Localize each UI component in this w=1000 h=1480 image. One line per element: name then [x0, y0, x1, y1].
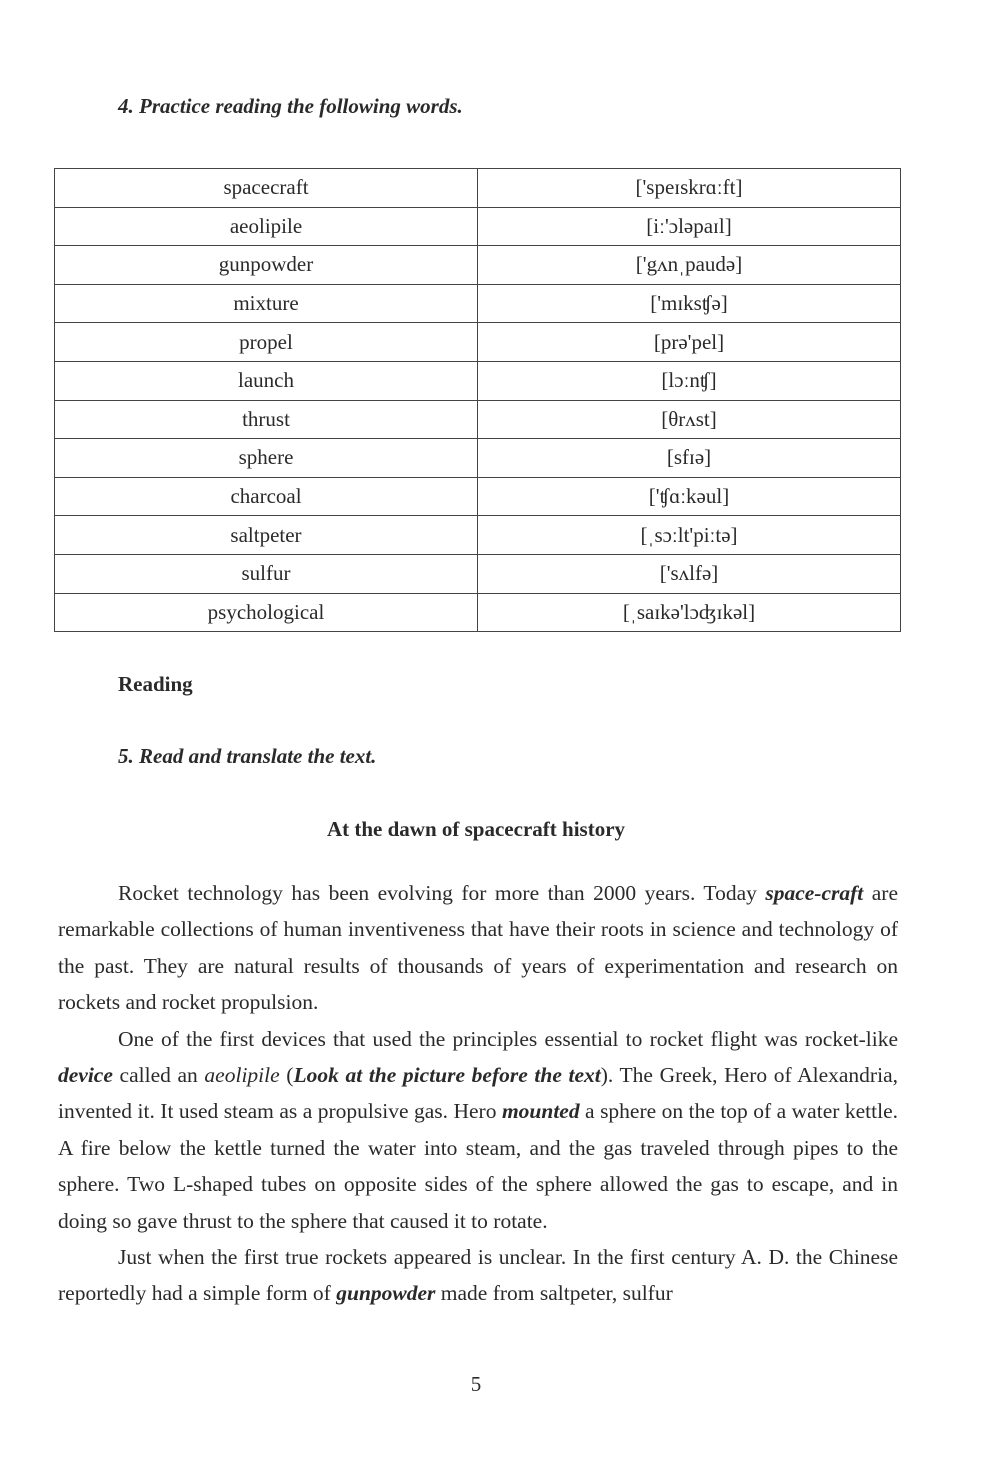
word-cell: sulfur — [55, 554, 478, 593]
table-row — [55, 554, 901, 593]
table-row — [55, 323, 901, 362]
transcription-cell: [ˌsɔːlt'piːtə] — [478, 516, 901, 555]
vocabulary-table-body — [55, 169, 901, 632]
paragraph-text: called an — [112, 1063, 205, 1088]
page-number: 5 — [470, 1372, 482, 1396]
transcription-cell: ['gʌnˌpaudə] — [478, 246, 901, 285]
word-cell: thrust — [55, 400, 478, 439]
table-row — [55, 400, 901, 439]
paragraph-1 — [58, 875, 898, 1021]
table-row — [55, 477, 901, 516]
paragraph-text: a sphere on the top of a water kettle. A fire below the kettle turned the water into steam, and the gas traveled through pipes to the sphere. Two L-shaped tubes on opposite sides of the sphere allowed the gas to escape, and in doing so gave thrust to the sphere that caused it to rotate. — [58, 1099, 898, 1233]
body-text — [58, 875, 898, 1312]
paragraph-text: are remarkable collections of human inventiveness that have their roots in science and technology of the past. They are natural results of thousands of years of experimentation and research on rockets and rocket propulsion. — [58, 881, 899, 1015]
word-cell: propel — [55, 323, 478, 362]
paragraph-text: made from saltpeter, sulfur — [435, 1281, 673, 1306]
paragraph-text: One of the first devices that used the principles essential to rocket flight was rocket-like — [118, 1026, 898, 1051]
key-term-spacecraft: space-craft — [765, 881, 864, 905]
table-row — [55, 593, 901, 632]
paragraph-2 — [58, 1021, 898, 1239]
table-row — [55, 516, 901, 555]
transcription-cell: ['ʧɑːkəul] — [478, 477, 901, 516]
word-cell: charcoal — [55, 477, 478, 516]
picture-reference: Look at the picture before the text — [293, 1063, 601, 1088]
paragraph-text: ( — [279, 1063, 294, 1088]
term-aeolipile: aeolipile — [204, 1063, 280, 1088]
word-cell: sphere — [55, 439, 478, 478]
word-cell: launch — [55, 361, 478, 400]
paragraph-text: ). The Greek, Hero of Alexandria, invented it. It used steam as a propulsive gas. Hero — [58, 1063, 898, 1124]
paragraph-text: Rocket technology has been evolving for more than 2000 years. Today — [118, 881, 766, 905]
transcription-cell: [ˌsaɪkə'lɔʤɪkəl] — [478, 593, 901, 632]
text-title: At the dawn of spacecraft history — [326, 817, 626, 841]
transcription-cell: ['sʌlfə] — [478, 554, 901, 593]
table-row — [55, 361, 901, 400]
task-4-heading: 4. Practice reading the following words. — [118, 94, 463, 118]
word-cell: mixture — [55, 284, 478, 323]
reading-heading: Reading — [118, 672, 193, 696]
table-row — [55, 284, 901, 323]
paragraph-3 — [58, 1239, 898, 1312]
transcription-cell: [θrʌst] — [478, 400, 901, 439]
word-cell: spacecraft — [55, 169, 478, 208]
vocabulary-table — [54, 168, 901, 632]
transcription-cell: [lɔːnʧ] — [478, 361, 901, 400]
word-cell: aeolipile — [55, 207, 478, 246]
key-term-gunpowder: gunpowder — [336, 1281, 436, 1306]
word-cell: gunpowder — [55, 246, 478, 285]
transcription-cell: ['speɪskrɑːft] — [478, 169, 901, 208]
paragraph-text: Just when the first true rockets appeared is unclear. In the first century A. D. the Chinese reportedly had a simple form of — [58, 1245, 898, 1306]
transcription-cell: [prə'pel] — [478, 323, 901, 362]
table-row — [55, 439, 901, 478]
table-row — [55, 246, 901, 285]
task-5-heading: 5. Read and translate the text. — [118, 744, 377, 768]
table-row — [55, 169, 901, 208]
word-cell: psychological — [55, 593, 478, 632]
key-term-device: device — [58, 1063, 113, 1088]
transcription-cell: ['mɪksʧə] — [478, 284, 901, 323]
table-row — [55, 207, 901, 246]
word-cell: saltpeter — [55, 516, 478, 555]
key-term-mounted: mounted — [501, 1099, 580, 1124]
transcription-cell: [sfɪə] — [478, 439, 901, 478]
transcription-cell: [iː'ɔləpaɪl] — [478, 207, 901, 246]
